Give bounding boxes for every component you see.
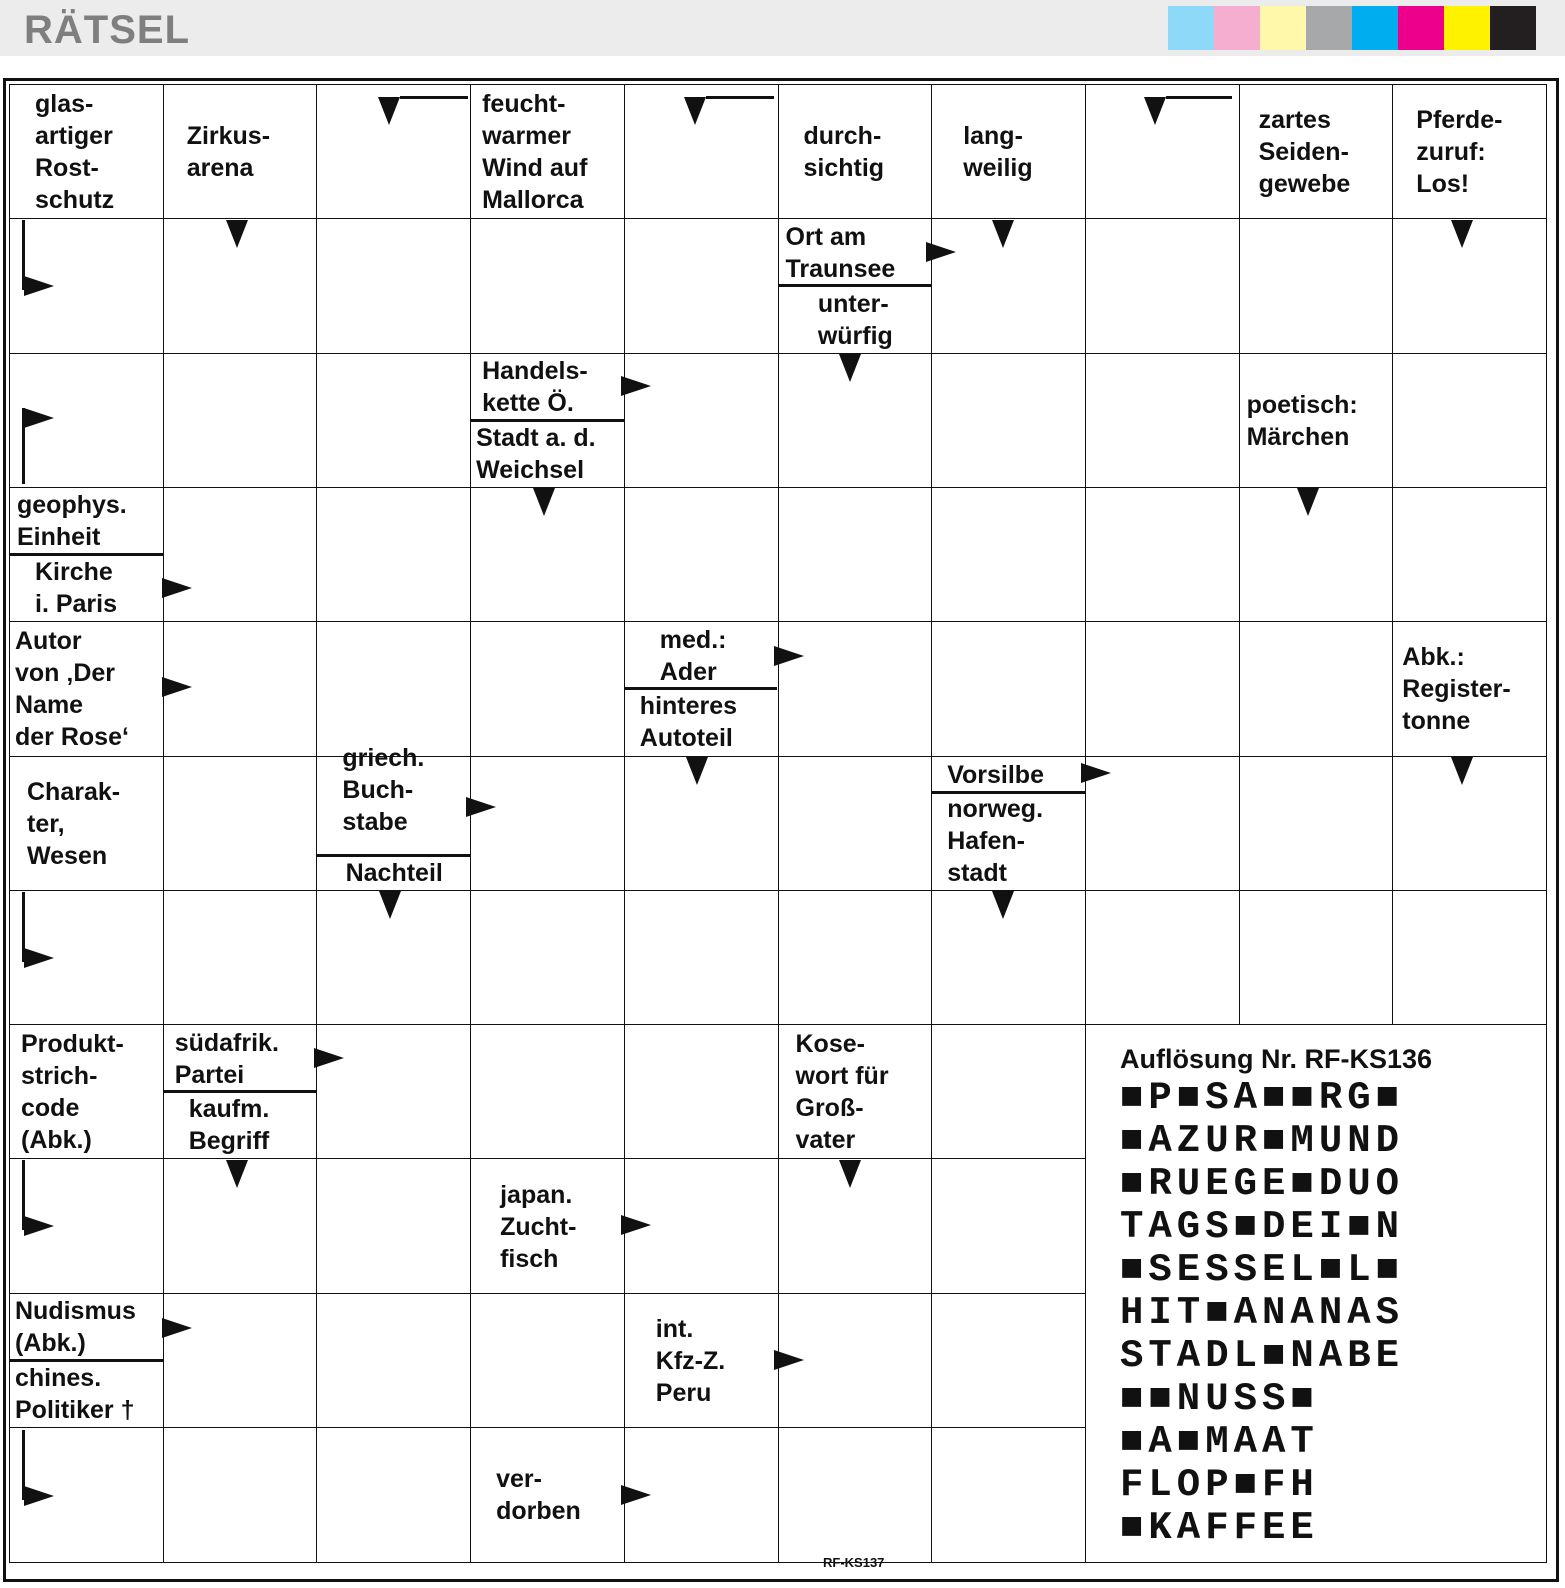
clue-text: geophys. Einheit bbox=[17, 491, 127, 552]
arrow-right-icon bbox=[1081, 763, 1111, 783]
clue-divider bbox=[163, 1090, 317, 1093]
grid-cell[interactable] bbox=[1239, 890, 1394, 1026]
grid-cell[interactable] bbox=[1085, 218, 1240, 354]
color-swatch bbox=[1444, 6, 1490, 50]
solution-row: ■RUEGE■DUO bbox=[1120, 1162, 1405, 1206]
arrow-stem bbox=[22, 892, 25, 962]
arrow-right-icon bbox=[24, 948, 54, 968]
clue-cell bbox=[626, 690, 778, 754]
arrow-down-icon bbox=[378, 97, 400, 125]
arrow-down-icon bbox=[839, 354, 861, 382]
clue-text: int. Kfz-Z. Peru bbox=[655, 1314, 726, 1407]
grid-cell[interactable] bbox=[931, 1293, 1086, 1429]
grid-cell[interactable] bbox=[163, 487, 318, 623]
grid-cell[interactable] bbox=[778, 756, 933, 892]
clue-cell bbox=[165, 86, 317, 218]
arrow-down-icon bbox=[684, 97, 706, 125]
clue-text: poetisch: Märchen bbox=[1246, 390, 1358, 451]
clue-cell bbox=[11, 623, 163, 755]
grid-cell[interactable] bbox=[1085, 890, 1240, 1026]
solution-row: STADL■NABE bbox=[1120, 1334, 1405, 1378]
clue-cell bbox=[11, 1295, 163, 1360]
grid-cell[interactable] bbox=[316, 1427, 471, 1563]
arrow-down-icon bbox=[379, 891, 401, 919]
grid-cell[interactable] bbox=[163, 1427, 318, 1563]
clue-cell bbox=[1394, 86, 1546, 218]
grid-cell[interactable] bbox=[931, 621, 1086, 757]
clue-text: Nachteil bbox=[345, 858, 443, 887]
arrow-right-icon bbox=[774, 646, 804, 666]
clue-text: kaufm. Begriff bbox=[188, 1095, 270, 1156]
grid-cell[interactable] bbox=[316, 1024, 471, 1160]
arrow-right-icon bbox=[926, 242, 956, 262]
arrow-down-icon bbox=[226, 1160, 248, 1188]
grid-cell[interactable] bbox=[163, 353, 318, 489]
grid-cell[interactable] bbox=[470, 1293, 625, 1429]
color-swatch bbox=[1214, 6, 1260, 50]
clue-text: Produkt- strich- code (Abk.) bbox=[21, 1030, 124, 1155]
arrow-down-icon bbox=[992, 220, 1014, 248]
solution-row: TAGS■DEI■N bbox=[1120, 1205, 1405, 1249]
clue-cell bbox=[11, 489, 163, 554]
clue-text: japan. Zucht- fisch bbox=[500, 1180, 577, 1273]
clue-text: Kirche i. Paris bbox=[35, 558, 117, 619]
clue-cell bbox=[472, 422, 624, 486]
clue-cell bbox=[11, 1026, 163, 1158]
color-swatch bbox=[1490, 6, 1536, 50]
clue-cell bbox=[11, 86, 163, 218]
clue-text: ver- dorben bbox=[496, 1465, 581, 1526]
clue-cell bbox=[780, 86, 932, 218]
clue-text: Nudismus (Abk.) bbox=[15, 1297, 136, 1358]
clue-cell bbox=[11, 556, 163, 620]
clue-text: Vorsilbe bbox=[947, 760, 1044, 789]
grid-cell[interactable] bbox=[470, 756, 625, 892]
clue-cell bbox=[1394, 623, 1546, 755]
clue-divider bbox=[624, 687, 778, 690]
arrow-down-icon bbox=[1144, 97, 1166, 125]
clue-cell bbox=[780, 287, 932, 351]
clue-text: Kose- wort für Groß- vater bbox=[795, 1030, 889, 1155]
grid-cell[interactable] bbox=[778, 621, 933, 757]
grid-cell[interactable] bbox=[316, 1293, 471, 1429]
grid-cell[interactable] bbox=[624, 1024, 779, 1160]
clue-text: Pferde- zuruf: Los! bbox=[1416, 106, 1503, 199]
grid-cell[interactable] bbox=[778, 890, 933, 1026]
grid-cell[interactable] bbox=[316, 218, 471, 354]
solution-row: ■A■MAAT bbox=[1120, 1420, 1319, 1464]
arrow-down-icon bbox=[1297, 488, 1319, 516]
clue-cell bbox=[318, 744, 470, 837]
grid-cell[interactable] bbox=[624, 890, 779, 1026]
arrow-down-icon bbox=[686, 757, 708, 785]
clue-cell bbox=[165, 1026, 317, 1091]
clue-cell bbox=[472, 1160, 624, 1292]
clue-text: Zirkus- arena bbox=[186, 122, 271, 183]
arrow-down-icon bbox=[1451, 220, 1473, 248]
grid-cell[interactable] bbox=[316, 1158, 471, 1294]
arrow-stem bbox=[22, 220, 25, 290]
arrow-right-icon bbox=[162, 1318, 192, 1338]
grid-cell[interactable] bbox=[1392, 353, 1547, 489]
grid-cell[interactable] bbox=[624, 218, 779, 354]
arrow-right-icon bbox=[774, 1350, 804, 1370]
clue-text: unter- würfig bbox=[817, 289, 893, 350]
solution-row: ■KAFFEE bbox=[1120, 1506, 1319, 1550]
solution-row: ■AZUR■MUND bbox=[1120, 1119, 1405, 1163]
clue-text: durch- sichtig bbox=[803, 122, 885, 183]
clue-text: Charak- ter, Wesen bbox=[27, 777, 121, 870]
clue-text: lang- weilig bbox=[963, 122, 1033, 183]
clue-divider bbox=[470, 419, 624, 422]
arrow-stem bbox=[1166, 96, 1232, 99]
grid-cell[interactable] bbox=[624, 487, 779, 623]
arrow-right-icon bbox=[621, 376, 651, 396]
grid-cell[interactable] bbox=[470, 890, 625, 1026]
arrow-down-icon bbox=[226, 220, 248, 248]
arrow-stem bbox=[400, 96, 468, 99]
arrow-right-icon bbox=[24, 1486, 54, 1506]
clue-cell bbox=[472, 1429, 624, 1561]
arrow-right-icon bbox=[466, 797, 496, 817]
grid-cell[interactable] bbox=[470, 1024, 625, 1160]
grid-cell[interactable] bbox=[163, 890, 318, 1026]
clue-cell bbox=[626, 623, 778, 688]
grid-cell[interactable] bbox=[931, 1158, 1086, 1294]
clue-cell bbox=[165, 1093, 317, 1157]
clue-text: feucht- warmer Wind auf Mallorca bbox=[482, 90, 588, 215]
clue-cell bbox=[1241, 355, 1393, 487]
grid-cell[interactable] bbox=[1239, 621, 1394, 757]
clue-text: hinteres Autoteil bbox=[639, 692, 738, 753]
grid-cell[interactable] bbox=[470, 621, 625, 757]
clue-text: med.: Ader bbox=[659, 625, 727, 686]
arrow-down-icon bbox=[992, 891, 1014, 919]
header-bar bbox=[0, 0, 1565, 56]
clue-cell bbox=[472, 86, 624, 218]
grid-cell[interactable] bbox=[624, 353, 779, 489]
clue-text: Abk.: Register- tonne bbox=[1402, 643, 1511, 736]
clue-cell bbox=[11, 1362, 163, 1426]
clue-cell bbox=[472, 355, 624, 420]
solution-row: ■SESSEL■L■ bbox=[1120, 1248, 1405, 1292]
clue-cell bbox=[933, 758, 1085, 792]
arrow-stem bbox=[706, 96, 774, 99]
clue-cell bbox=[626, 1295, 778, 1427]
solution-row: FLOP■FH bbox=[1120, 1463, 1319, 1507]
color-swatch bbox=[1306, 6, 1352, 50]
solution-title: Auflösung Nr. RF-KS136 bbox=[1120, 1044, 1433, 1074]
grid-cell[interactable] bbox=[470, 218, 625, 354]
color-swatch bbox=[1398, 6, 1444, 50]
clue-divider bbox=[316, 854, 470, 857]
clue-divider bbox=[931, 791, 1085, 794]
arrow-down-icon bbox=[533, 488, 555, 516]
clue-text: südafrik. Partei bbox=[174, 1028, 279, 1089]
arrow-stem bbox=[22, 1430, 25, 1500]
clue-cell bbox=[933, 794, 1085, 889]
grid-cell[interactable] bbox=[1085, 487, 1240, 623]
arrow-right-icon bbox=[162, 677, 192, 697]
solution-row: HIT■ANANAS bbox=[1120, 1291, 1405, 1335]
color-swatch bbox=[1260, 6, 1306, 50]
grid-cell[interactable] bbox=[163, 1293, 318, 1429]
clue-divider bbox=[9, 553, 163, 556]
grid-cell[interactable] bbox=[1392, 487, 1547, 623]
arrow-right-icon bbox=[621, 1485, 651, 1505]
grid-cell[interactable] bbox=[931, 1024, 1086, 1160]
grid-cell[interactable] bbox=[1239, 218, 1394, 354]
color-swatch bbox=[1168, 6, 1214, 50]
clue-text: norweg. Hafen- stadt bbox=[947, 795, 1044, 888]
clue-cell bbox=[933, 86, 1085, 218]
clue-text: Stadt a. d. Weichsel bbox=[476, 423, 596, 484]
grid-cell[interactable] bbox=[931, 353, 1086, 489]
grid-cell[interactable] bbox=[931, 487, 1086, 623]
arrow-right-icon bbox=[24, 408, 54, 428]
grid-cell[interactable] bbox=[316, 353, 471, 489]
page-title: RÄTSEL bbox=[24, 8, 190, 52]
clue-text: glas- artiger Rost- schutz bbox=[35, 90, 115, 215]
grid-cell[interactable] bbox=[931, 1427, 1086, 1563]
clue-text: zartes Seiden- gewebe bbox=[1258, 106, 1351, 199]
clue-text: Handels- kette Ö. bbox=[482, 357, 588, 418]
clue-divider bbox=[9, 1359, 163, 1362]
color-swatch bbox=[1352, 6, 1398, 50]
grid-cell[interactable] bbox=[163, 756, 318, 892]
grid-cell[interactable] bbox=[778, 1427, 933, 1563]
arrow-right-icon bbox=[24, 276, 54, 296]
arrow-down-icon bbox=[839, 1160, 861, 1188]
grid-cell[interactable] bbox=[1085, 621, 1240, 757]
grid-cell[interactable] bbox=[1239, 756, 1394, 892]
clue-cell bbox=[780, 1026, 932, 1158]
solution-row: ■■NUSS■ bbox=[1120, 1377, 1319, 1421]
grid-cell[interactable] bbox=[316, 621, 471, 757]
clue-divider bbox=[778, 284, 932, 287]
clue-text: Autor von ‚Der Name der Rose‘ bbox=[15, 627, 129, 752]
clue-cell bbox=[1241, 86, 1393, 218]
clue-cell bbox=[318, 857, 470, 889]
clue-cell bbox=[780, 220, 932, 285]
grid-cell[interactable] bbox=[1392, 890, 1547, 1026]
puzzle-code: RF-KS137 bbox=[823, 1555, 885, 1570]
grid-cell[interactable] bbox=[316, 487, 471, 623]
arrow-right-icon bbox=[621, 1215, 651, 1235]
clue-text: chines. Politiker † bbox=[15, 1363, 135, 1424]
grid-cell[interactable] bbox=[1085, 353, 1240, 489]
clue-cell bbox=[11, 758, 163, 890]
arrow-down-icon bbox=[1451, 757, 1473, 785]
arrow-right-icon bbox=[314, 1048, 344, 1068]
clue-text: Ort am Traunsee bbox=[785, 222, 896, 283]
clue-text: griech. Buch- stabe bbox=[342, 744, 425, 837]
arrow-stem bbox=[22, 1160, 25, 1230]
grid-cell[interactable] bbox=[778, 487, 933, 623]
arrow-right-icon bbox=[162, 578, 192, 598]
solution-row: ■P■SA■■RG■ bbox=[1120, 1076, 1405, 1120]
arrow-right-icon bbox=[24, 1216, 54, 1236]
